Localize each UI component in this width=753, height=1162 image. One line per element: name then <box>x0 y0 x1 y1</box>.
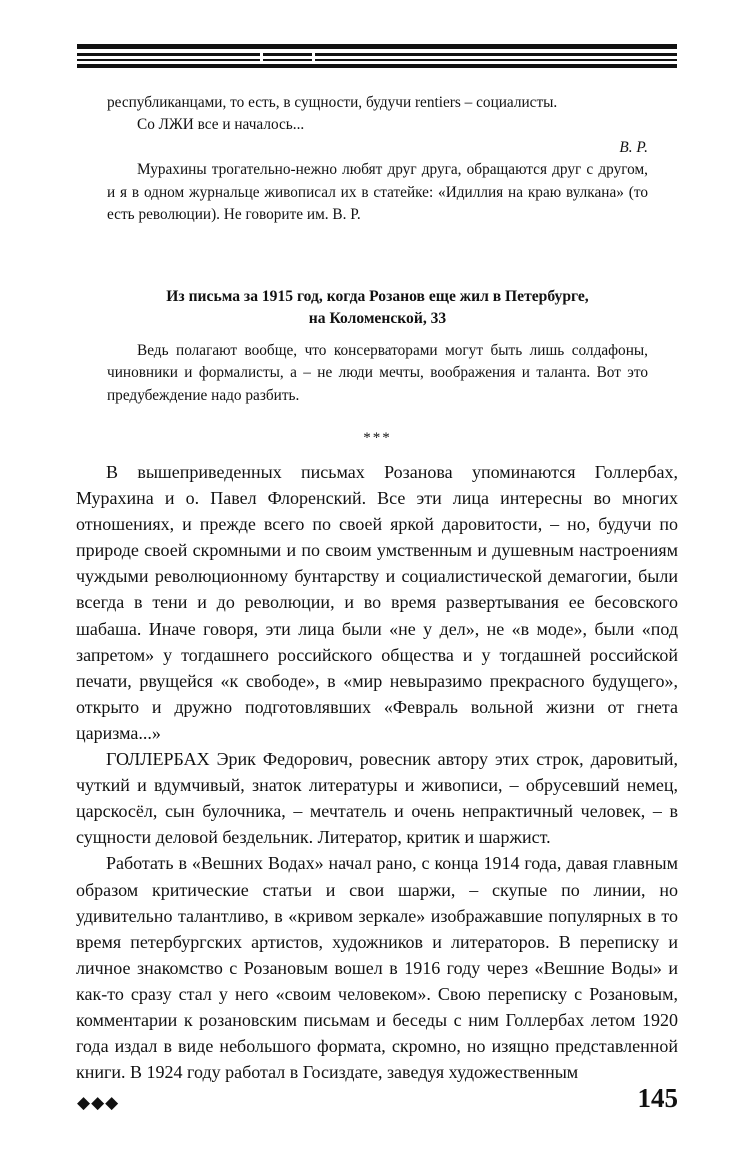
footer-diamonds-ornament: ◆◆◆ <box>77 1093 120 1112</box>
letter-excerpt <box>107 340 648 407</box>
letter-heading <box>107 286 648 329</box>
quote-paragraph: Со ЛЖИ все и началось... <box>137 116 305 134</box>
letter-paragraph: Ведь полагают вообще, что консерваторами могут быть лишь солдафоны, чиновники и формалисты, а – не люди мечты, воображения и таланта. Вот это предубеждение надо разбить. <box>107 342 648 404</box>
section-separator <box>107 430 648 447</box>
quote-block <box>107 92 648 226</box>
letter-heading-line: Из письма за 1915 год, когда Розанов еще жил в Петербурге, <box>166 288 589 305</box>
letter-heading-line: на Коломенской, 33 <box>308 309 447 327</box>
main-paragraph: ГОЛЛЕРБАХ Эрик Федорович, ровесник автору этих строк, даровитый, чуткий и вдумчивый, знаток литературы и живописи, – обрусевший немец, царскосёл, сын булочника, – мечтатель и очень непрактичный человек, – в сущности деловой бездельник. Литератор, критик и шаржист. <box>76 749 678 848</box>
signature: В. Р. <box>619 138 648 156</box>
header-rule-notch <box>260 52 263 62</box>
header-rule-bar <box>77 53 677 56</box>
header-decorative-rule <box>77 44 677 70</box>
page-number: 145 <box>637 1083 678 1113</box>
header-rule-bar <box>77 64 677 68</box>
header-rule-bar <box>77 44 677 49</box>
header-rule-bar <box>77 59 677 61</box>
main-paragraph: Работать в «Вешних Водах» начал рано, с конца 1914 года, давая главным образом критические статьи и свои шаржи, – скупые по линии, но удивительно талантливо, в «кривом зеркале» изображавшие популярных в то время петербургских артистов, художников и литераторов. В переписку и личное знакомство с Розановым вошел в 1916 году через «Вешние Воды» и как-то сразу стал у него «своим человеком». Свою переписку с Розановым, комментарии к розановским письмам и беседы с ним Голлербах летом 1920 года издал в виде небольшого формата, скромно, но изящно представленной книги. В 1924 году работал в Госиздате, заведуя художественным <box>76 853 678 1083</box>
header-rule-notch <box>312 52 315 62</box>
main-paragraph: В вышеприведенных письмах Розанова упоминаются Голлербах, Мурахина и о. Павел Флоренский. Все эти лица интересны во многих отношениях, и прежде всего по своей яркой даровитости, – но, будучи по природе своей скромными и по своим умственным и душевным настроениям чуждыми революционному бунтарству и социалистической демагогии, были всегда в тени и до революции, и во время развертывания ее бесовского шабаша. Иначе говоря, эти лица были «не у дел», не «в моде», были «под запретом» у тогдашнего российского общества и у тогдашней российской печати, рвущейся «к свободе», в «мир невыразимо прекрасного будущего», открыто и дружно подготовлявших «Февраль вольной жизни от гнета царизма...» <box>76 462 678 743</box>
main-text <box>76 459 678 1085</box>
separator-stars: *** <box>363 430 392 446</box>
quote-paragraph: Мурахины трогательно-нежно любят друг друга, обращаются друг с другом, и я в одном журнальце живописал их в статейке: «Идиллия на краю вулкана» (то есть революции). Не говорите им. В. Р. <box>107 161 648 224</box>
quote-paragraph: республиканцами, то есть, в сущности, будучи rentiers – социалисты. <box>107 94 558 111</box>
